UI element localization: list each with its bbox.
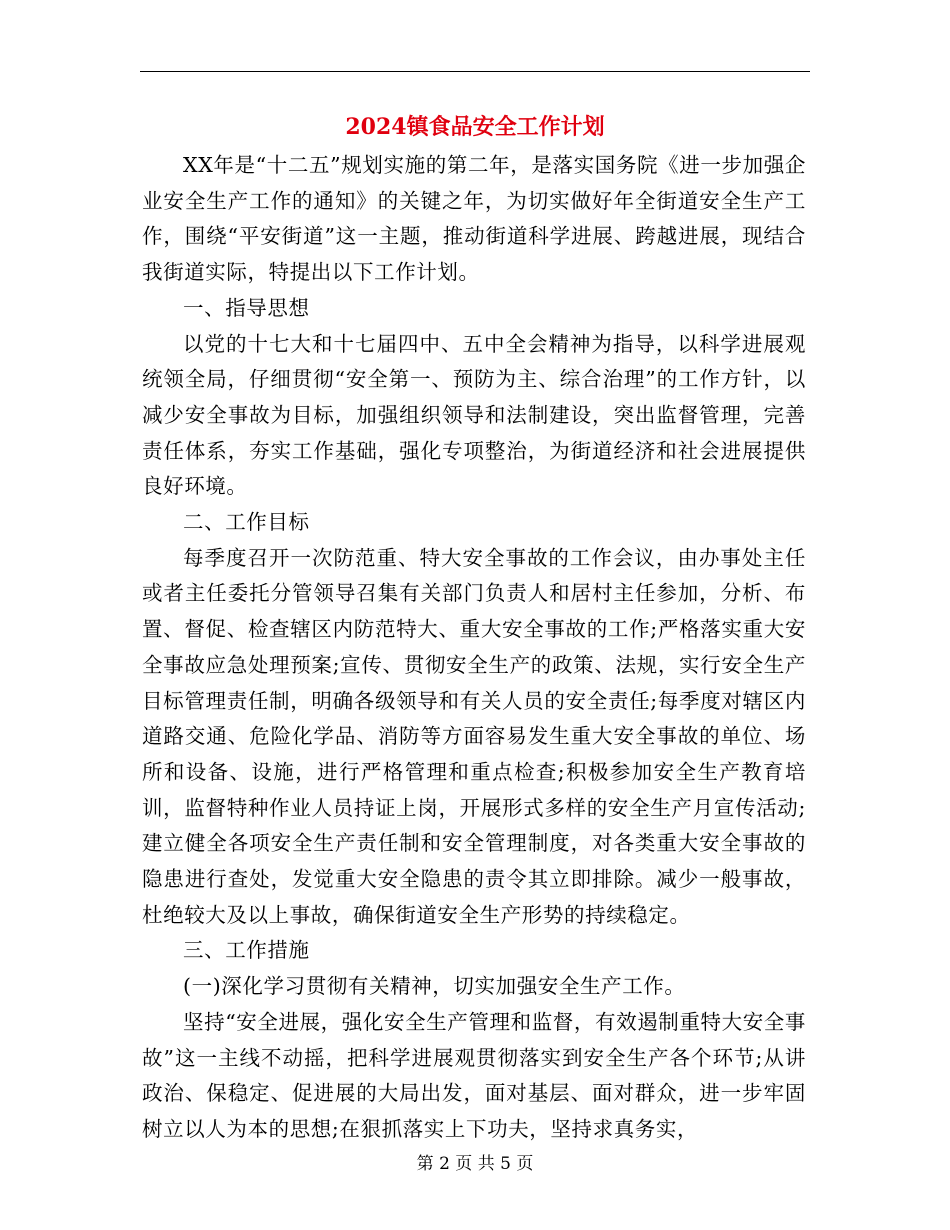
guiding-ideology-paragraph: 以党的十七大和十七届四中、五中全会精神为指导，以科学进展观统领全局，仔细贯彻“安全第一、预防为主、综合治理”的工作方针，以减少安全事故为目标，加强组织领导和法制建设，突出监督管理，完善责任体系，夯实工作基础，强化专项整治，为街道经济和社会进展提供良好环境。 [142, 331, 806, 499]
subsection-heading-1: (一)深化学习贯彻有关精神，切实加强安全生产工作。 [183, 974, 686, 999]
document-body [142, 148, 806, 1148]
work-measures-paragraph: 坚持“安全进展，强化安全生产管理和监督，有效遏制重特大安全事故”这一主线不动摇，把科学进展观贯彻落实到安全生产各个环节;从讲政治、保稳定、促进展的大局出发，面对基层、面对群众，进一步牢固树立以人为本的思想;在狠抓落实上下功夫，坚持求真务实， [142, 1009, 806, 1141]
header-rule [140, 71, 810, 72]
section-heading-work-measures: 三、工作措施 [183, 938, 310, 963]
document-title: 2024镇食品安全工作计划 [345, 114, 605, 140]
intro-paragraph: XX年是“十二五”规划实施的第二年，是落实国务院《进一步加强企业安全生产工作的通知》的关键之年，为切实做好年全街道安全生产工作，围绕“平安街道”这一主题，推动街道科学进展、跨越进展，现结合我街道实际，特提出以下工作计划。 [142, 153, 806, 285]
work-goals-paragraph: 每季度召开一次防范重、特大安全事故的工作会议，由办事处主任或者主任委托分管领导召集有关部门负责人和居村主任参加，分析、布置、督促、检查辖区内防范特大、重大安全事故的工作;严格落实重大安全事故应急处理预案;宣传、贯彻安全生产的政策、法规，实行安全生产目标管理责任制，明确各级领导和有关人员的安全责任;每季度对辖区内道路交通、危险化学品、消防等方面容易发生重大安全事故的单位、场所和设备、设施，进行严格管理和重点检查;积极参加安全生产教育培训，监督特种作业人员持证上岗，开展形式多样的安全生产月宣传活动;建立健全各项安全生产责任制和安全管理制度，对各类重大安全事故的隐患进行查处，发觉重大安全隐患的责令其立即排除。减少一般事故，杜绝较大及以上事故，确保街道安全生产形势的持续稳定。 [142, 545, 806, 927]
page-number-footer: 第 2 页 共 5 页 [416, 1154, 534, 1174]
section-heading-guiding-ideology: 一、指导思想 [183, 295, 310, 320]
section-heading-work-goals: 二、工作目标 [183, 510, 310, 535]
